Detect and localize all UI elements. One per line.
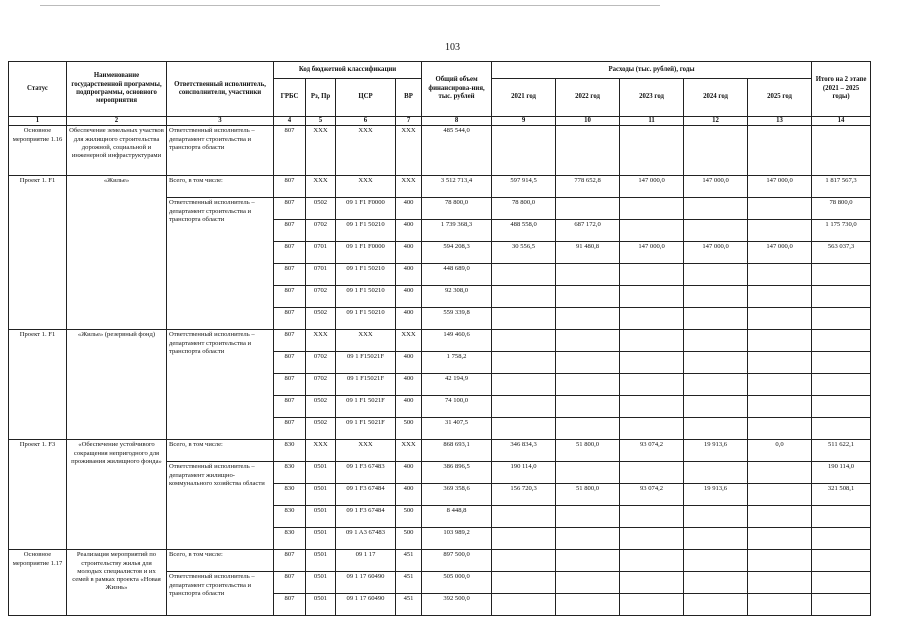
grbs-cell: 807 — [274, 330, 306, 352]
total-volume-cell: 149 460,6 — [422, 330, 492, 352]
column-index: 3 — [167, 117, 274, 126]
year-2022-cell: 778 652,8 — [556, 176, 620, 198]
grbs-cell: 807 — [274, 242, 306, 264]
rzpr-cell: 0501 — [306, 572, 336, 594]
total-stage2-cell — [812, 330, 871, 352]
vr-cell: 400 — [396, 198, 422, 220]
year-2023-cell — [620, 594, 684, 616]
year-2022-cell — [556, 506, 620, 528]
grbs-cell: 807 — [274, 352, 306, 374]
rzpr-cell: XXX — [306, 126, 336, 176]
year-2024-cell — [684, 418, 748, 440]
header-name: Наименование государственной программы, подпрограммы, основного мероприятия — [67, 62, 167, 117]
year-2024-cell — [684, 572, 748, 594]
year-2022-cell: 51 800,0 — [556, 484, 620, 506]
program-name-cell: Реализация мероприятий по строительству жилья для молодых специалистов и их семей в рамках проекта «Новая Жизнь» — [67, 550, 167, 616]
year-2024-cell: 147 000,0 — [684, 176, 748, 198]
grbs-cell: 807 — [274, 176, 306, 198]
rzpr-cell: 0501 — [306, 462, 336, 484]
csr-cell: XXX — [336, 440, 396, 462]
header-2022: 2022 год — [556, 79, 620, 117]
header-rzpr: Рз, Пр — [306, 79, 336, 117]
status-cell: Основное мероприятие 1.16 — [9, 126, 67, 176]
total-volume-cell: 448 689,0 — [422, 264, 492, 286]
rzpr-cell: 0502 — [306, 198, 336, 220]
csr-cell: 09 1 F1 50210 — [336, 308, 396, 330]
year-2021-cell — [492, 418, 556, 440]
year-2024-cell — [684, 594, 748, 616]
total-volume-cell: 103 989,2 — [422, 528, 492, 550]
total-volume-cell: 369 358,6 — [422, 484, 492, 506]
year-2025-cell: 0,0 — [748, 440, 812, 462]
responsible-cell: Ответственный исполнитель – департамент строительства и транспорта области — [167, 572, 274, 616]
vr-cell: XXX — [396, 126, 422, 176]
grbs-cell: 830 — [274, 484, 306, 506]
year-2022-cell — [556, 198, 620, 220]
total-stage2-cell — [812, 418, 871, 440]
header-2023: 2023 год — [620, 79, 684, 117]
year-2024-cell: 19 913,6 — [684, 484, 748, 506]
year-2021-cell: 156 720,3 — [492, 484, 556, 506]
header-total-volume: Общий объем финансирова-ния, тыс. рублей — [422, 62, 492, 117]
vr-cell: 400 — [396, 242, 422, 264]
grbs-cell: 807 — [274, 126, 306, 176]
vr-cell: 400 — [396, 308, 422, 330]
total-stage2-cell: 78 800,0 — [812, 198, 871, 220]
csr-cell: 09 1 F3 67483 — [336, 462, 396, 484]
vr-cell: 451 — [396, 594, 422, 616]
csr-cell: 09 1 F1 5021F — [336, 418, 396, 440]
total-stage2-cell — [812, 286, 871, 308]
year-2025-cell — [748, 198, 812, 220]
table-row — [9, 126, 871, 176]
total-volume-cell: 3 512 713,4 — [422, 176, 492, 198]
csr-cell: 09 1 A3 67483 — [336, 528, 396, 550]
year-2024-cell — [684, 330, 748, 352]
total-stage2-cell — [812, 352, 871, 374]
year-2023-cell — [620, 198, 684, 220]
total-stage2-cell: 1 817 567,3 — [812, 176, 871, 198]
year-2025-cell — [748, 462, 812, 484]
year-2023-cell: 93 074,2 — [620, 484, 684, 506]
csr-cell: 09 1 17 60490 — [336, 572, 396, 594]
year-2023-cell — [620, 506, 684, 528]
rzpr-cell: 0501 — [306, 550, 336, 572]
table-row — [9, 330, 871, 352]
grbs-cell: 807 — [274, 286, 306, 308]
total-stage2-cell: 511 622,1 — [812, 440, 871, 462]
vr-cell: 400 — [396, 264, 422, 286]
responsible-cell: Ответственный исполнитель – департамент жилищно-коммунального хозяйства области — [167, 462, 274, 550]
total-volume-cell: 92 308,0 — [422, 286, 492, 308]
year-2022-cell: 687 172,0 — [556, 220, 620, 242]
total-volume-cell: 1 758,2 — [422, 352, 492, 374]
rzpr-cell: 0501 — [306, 484, 336, 506]
vr-cell: 400 — [396, 374, 422, 396]
responsible-cell: Ответственный исполнитель – департамент строительства и транспорта области — [167, 198, 274, 330]
grbs-cell: 807 — [274, 374, 306, 396]
grbs-cell: 830 — [274, 506, 306, 528]
csr-cell: XXX — [336, 176, 396, 198]
program-name-cell: «Жилье» — [67, 176, 167, 330]
year-2024-cell — [684, 220, 748, 242]
rzpr-cell: 0702 — [306, 286, 336, 308]
responsible-total-cell: Всего, в том числе: — [167, 176, 274, 198]
year-2025-cell — [748, 528, 812, 550]
vr-cell: XXX — [396, 330, 422, 352]
csr-cell: 09 1 F15021F — [336, 352, 396, 374]
grbs-cell: 807 — [274, 264, 306, 286]
year-2022-cell: 51 800,0 — [556, 440, 620, 462]
total-stage2-cell: 190 114,0 — [812, 462, 871, 484]
total-stage2-cell — [812, 396, 871, 418]
csr-cell: 09 1 F1 F0000 — [336, 198, 396, 220]
csr-cell: 09 1 17 60490 — [336, 594, 396, 616]
year-2022-cell — [556, 352, 620, 374]
header-csr: ЦСР — [336, 79, 396, 117]
year-2021-cell — [492, 396, 556, 418]
total-stage2-cell — [812, 264, 871, 286]
header-expenses: Расходы (тыс. рублей), годы — [492, 62, 812, 79]
total-stage2-cell — [812, 572, 871, 594]
year-2023-cell: 147 000,0 — [620, 176, 684, 198]
column-index: 7 — [396, 117, 422, 126]
total-volume-cell: 559 339,8 — [422, 308, 492, 330]
program-name-cell: «Жилье» (резервный фонд) — [67, 330, 167, 440]
vr-cell: 400 — [396, 484, 422, 506]
year-2025-cell — [748, 352, 812, 374]
year-2024-cell — [684, 352, 748, 374]
year-2025-cell — [748, 550, 812, 572]
rzpr-cell: 0702 — [306, 352, 336, 374]
status-cell: Проект 1. F1 — [9, 330, 67, 440]
year-2023-cell — [620, 264, 684, 286]
csr-cell: 09 1 17 — [336, 550, 396, 572]
year-2024-cell — [684, 506, 748, 528]
total-stage2-cell — [812, 594, 871, 616]
year-2025-cell: 147 000,0 — [748, 242, 812, 264]
year-2023-cell — [620, 572, 684, 594]
header-2021: 2021 год — [492, 79, 556, 117]
csr-cell: XXX — [336, 330, 396, 352]
year-2021-cell — [492, 308, 556, 330]
year-2024-cell — [684, 374, 748, 396]
column-index: 4 — [274, 117, 306, 126]
column-index: 14 — [812, 117, 871, 126]
year-2023-cell — [620, 286, 684, 308]
grbs-cell: 830 — [274, 528, 306, 550]
year-2022-cell — [556, 126, 620, 176]
year-2025-cell — [748, 126, 812, 176]
year-2022-cell — [556, 286, 620, 308]
total-volume-cell: 594 208,3 — [422, 242, 492, 264]
year-2022-cell — [556, 264, 620, 286]
rzpr-cell: 0702 — [306, 220, 336, 242]
grbs-cell: 807 — [274, 550, 306, 572]
year-2023-cell — [620, 352, 684, 374]
year-2022-cell — [556, 418, 620, 440]
year-2021-cell: 190 114,0 — [492, 462, 556, 484]
year-2025-cell — [748, 484, 812, 506]
year-2024-cell: 147 000,0 — [684, 242, 748, 264]
year-2021-cell — [492, 330, 556, 352]
year-2022-cell: 91 480,8 — [556, 242, 620, 264]
csr-cell: 09 1 F3 67484 — [336, 506, 396, 528]
header-vr: ВР — [396, 79, 422, 117]
csr-cell: 09 1 F1 50210 — [336, 220, 396, 242]
year-2024-cell — [684, 462, 748, 484]
total-stage2-cell: 321 508,1 — [812, 484, 871, 506]
year-2021-cell: 597 914,5 — [492, 176, 556, 198]
year-2022-cell — [556, 550, 620, 572]
column-index: 11 — [620, 117, 684, 126]
vr-cell: 500 — [396, 418, 422, 440]
year-2022-cell — [556, 374, 620, 396]
year-2023-cell — [620, 308, 684, 330]
year-2025-cell — [748, 220, 812, 242]
vr-cell: 451 — [396, 572, 422, 594]
year-2022-cell — [556, 330, 620, 352]
year-2025-cell — [748, 572, 812, 594]
program-name-cell: «Обеспечение устойчивого сокращения непригодного для проживания жилищного фонда» — [67, 440, 167, 550]
year-2021-cell: 346 834,3 — [492, 440, 556, 462]
grbs-cell: 830 — [274, 440, 306, 462]
vr-cell: XXX — [396, 440, 422, 462]
budget-table — [8, 61, 871, 616]
csr-cell: 09 1 F3 67484 — [336, 484, 396, 506]
year-2024-cell — [684, 286, 748, 308]
total-volume-cell: 386 896,5 — [422, 462, 492, 484]
column-index: 8 — [422, 117, 492, 126]
year-2024-cell — [684, 198, 748, 220]
year-2022-cell — [556, 528, 620, 550]
grbs-cell: 807 — [274, 198, 306, 220]
header-responsible: Ответственный исполнитель, соисполнители, участники — [167, 62, 274, 117]
year-2023-cell — [620, 374, 684, 396]
header-grbs: ГРБС — [274, 79, 306, 117]
year-2021-cell — [492, 506, 556, 528]
year-2025-cell — [748, 374, 812, 396]
responsible-cell: Ответственный исполнитель – департамент строительства и транспорта области — [167, 126, 274, 176]
csr-cell: 09 1 F1 5021F — [336, 396, 396, 418]
year-2024-cell — [684, 126, 748, 176]
total-volume-cell: 74 100,0 — [422, 396, 492, 418]
year-2021-cell — [492, 374, 556, 396]
status-cell: Основное мероприятие 1.17 — [9, 550, 67, 616]
total-volume-cell: 868 693,1 — [422, 440, 492, 462]
total-volume-cell: 8 448,8 — [422, 506, 492, 528]
total-volume-cell: 485 544,0 — [422, 126, 492, 176]
year-2021-cell: 78 800,0 — [492, 198, 556, 220]
year-2021-cell: 30 556,5 — [492, 242, 556, 264]
year-2023-cell — [620, 126, 684, 176]
grbs-cell: 807 — [274, 418, 306, 440]
total-stage2-cell — [812, 374, 871, 396]
column-index: 5 — [306, 117, 336, 126]
total-volume-cell: 1 739 368,3 — [422, 220, 492, 242]
year-2024-cell — [684, 528, 748, 550]
grbs-cell: 807 — [274, 308, 306, 330]
program-name-cell: Обеспечение земельных участков для жилищного строительства дорожной, социальной и инженерной инфраструктурами — [67, 126, 167, 176]
year-2025-cell — [748, 308, 812, 330]
year-2025-cell — [748, 330, 812, 352]
total-stage2-cell: 563 037,3 — [812, 242, 871, 264]
year-2023-cell — [620, 528, 684, 550]
csr-cell: 09 1 F1 50210 — [336, 286, 396, 308]
total-stage2-cell: 1 175 730,0 — [812, 220, 871, 242]
year-2024-cell — [684, 550, 748, 572]
year-2025-cell: 147 000,0 — [748, 176, 812, 198]
year-2023-cell — [620, 330, 684, 352]
year-2021-cell — [492, 528, 556, 550]
year-2022-cell — [556, 572, 620, 594]
rzpr-cell: 0502 — [306, 308, 336, 330]
rzpr-cell: 0702 — [306, 374, 336, 396]
header-status: Статус — [9, 62, 67, 117]
rzpr-cell: XXX — [306, 440, 336, 462]
year-2021-cell — [492, 550, 556, 572]
column-index: 1 — [9, 117, 67, 126]
total-stage2-cell — [812, 126, 871, 176]
vr-cell: 400 — [396, 352, 422, 374]
rzpr-cell: 0501 — [306, 506, 336, 528]
column-index: 10 — [556, 117, 620, 126]
vr-cell: 500 — [396, 506, 422, 528]
total-volume-cell: 31 407,5 — [422, 418, 492, 440]
year-2022-cell — [556, 308, 620, 330]
year-2023-cell: 93 074,2 — [620, 440, 684, 462]
year-2021-cell — [492, 286, 556, 308]
csr-cell: 09 1 F1 50210 — [336, 264, 396, 286]
total-volume-cell: 897 500,0 — [422, 550, 492, 572]
year-2021-cell — [492, 352, 556, 374]
year-2024-cell — [684, 396, 748, 418]
vr-cell: 500 — [396, 528, 422, 550]
column-index: 9 — [492, 117, 556, 126]
total-stage2-cell — [812, 308, 871, 330]
csr-cell: 09 1 F1 F0000 — [336, 242, 396, 264]
rzpr-cell: 0701 — [306, 242, 336, 264]
year-2021-cell — [492, 126, 556, 176]
year-2023-cell: 147 000,0 — [620, 242, 684, 264]
year-2024-cell — [684, 264, 748, 286]
header-total-stage2: Итого на 2 этапе (2021 – 2025 годы) — [812, 62, 871, 117]
year-2025-cell — [748, 396, 812, 418]
total-volume-cell: 78 800,0 — [422, 198, 492, 220]
year-2025-cell — [748, 418, 812, 440]
year-2025-cell — [748, 264, 812, 286]
rzpr-cell: 0701 — [306, 264, 336, 286]
column-index: 2 — [67, 117, 167, 126]
vr-cell: 400 — [396, 462, 422, 484]
year-2021-cell — [492, 264, 556, 286]
total-stage2-cell — [812, 506, 871, 528]
total-volume-cell: 505 000,0 — [422, 572, 492, 594]
vr-cell: 451 — [396, 550, 422, 572]
total-volume-cell: 392 500,0 — [422, 594, 492, 616]
page-number: 103 — [445, 42, 460, 53]
total-volume-cell: 42 194,9 — [422, 374, 492, 396]
grbs-cell: 830 — [274, 462, 306, 484]
status-cell: Проект 1. F3 — [9, 440, 67, 550]
total-stage2-cell — [812, 528, 871, 550]
grbs-cell: 807 — [274, 396, 306, 418]
column-index: 13 — [748, 117, 812, 126]
year-2024-cell: 19 913,6 — [684, 440, 748, 462]
column-index: 12 — [684, 117, 748, 126]
year-2022-cell — [556, 396, 620, 418]
grbs-cell: 807 — [274, 572, 306, 594]
grbs-cell: 807 — [274, 220, 306, 242]
year-2021-cell: 488 558,0 — [492, 220, 556, 242]
year-2025-cell — [748, 506, 812, 528]
responsible-total-cell: Всего, в том числе: — [167, 440, 274, 462]
column-index: 6 — [336, 117, 396, 126]
header-budget-code: Код бюджетной классификации — [274, 62, 422, 79]
total-stage2-cell — [812, 550, 871, 572]
responsible-total-cell: Всего, в том числе: — [167, 550, 274, 572]
header-2024: 2024 год — [684, 79, 748, 117]
year-2023-cell — [620, 220, 684, 242]
rzpr-cell: XXX — [306, 330, 336, 352]
rzpr-cell: 0502 — [306, 396, 336, 418]
table-row — [9, 176, 871, 198]
vr-cell: 400 — [396, 396, 422, 418]
table-row — [9, 550, 871, 572]
responsible-cell: Ответственный исполнитель – департамент строительства и транспорта области — [167, 330, 274, 440]
year-2024-cell — [684, 308, 748, 330]
year-2023-cell — [620, 462, 684, 484]
year-2023-cell — [620, 396, 684, 418]
year-2025-cell — [748, 286, 812, 308]
year-2022-cell — [556, 594, 620, 616]
vr-cell: XXX — [396, 176, 422, 198]
year-2023-cell — [620, 550, 684, 572]
rzpr-cell: 0502 — [306, 418, 336, 440]
year-2023-cell — [620, 418, 684, 440]
vr-cell: 400 — [396, 220, 422, 242]
status-cell: Проект 1. F1 — [9, 176, 67, 330]
header-2025: 2025 год — [748, 79, 812, 117]
rzpr-cell: XXX — [306, 176, 336, 198]
vr-cell: 400 — [396, 286, 422, 308]
scan-edge-line — [40, 5, 660, 6]
year-2021-cell — [492, 594, 556, 616]
year-2025-cell — [748, 594, 812, 616]
year-2022-cell — [556, 462, 620, 484]
rzpr-cell: 0501 — [306, 594, 336, 616]
csr-cell: XXX — [336, 126, 396, 176]
grbs-cell: 807 — [274, 594, 306, 616]
column-index-row — [9, 117, 871, 126]
rzpr-cell: 0501 — [306, 528, 336, 550]
table-row — [9, 440, 871, 462]
year-2021-cell — [492, 572, 556, 594]
csr-cell: 09 1 F15021F — [336, 374, 396, 396]
